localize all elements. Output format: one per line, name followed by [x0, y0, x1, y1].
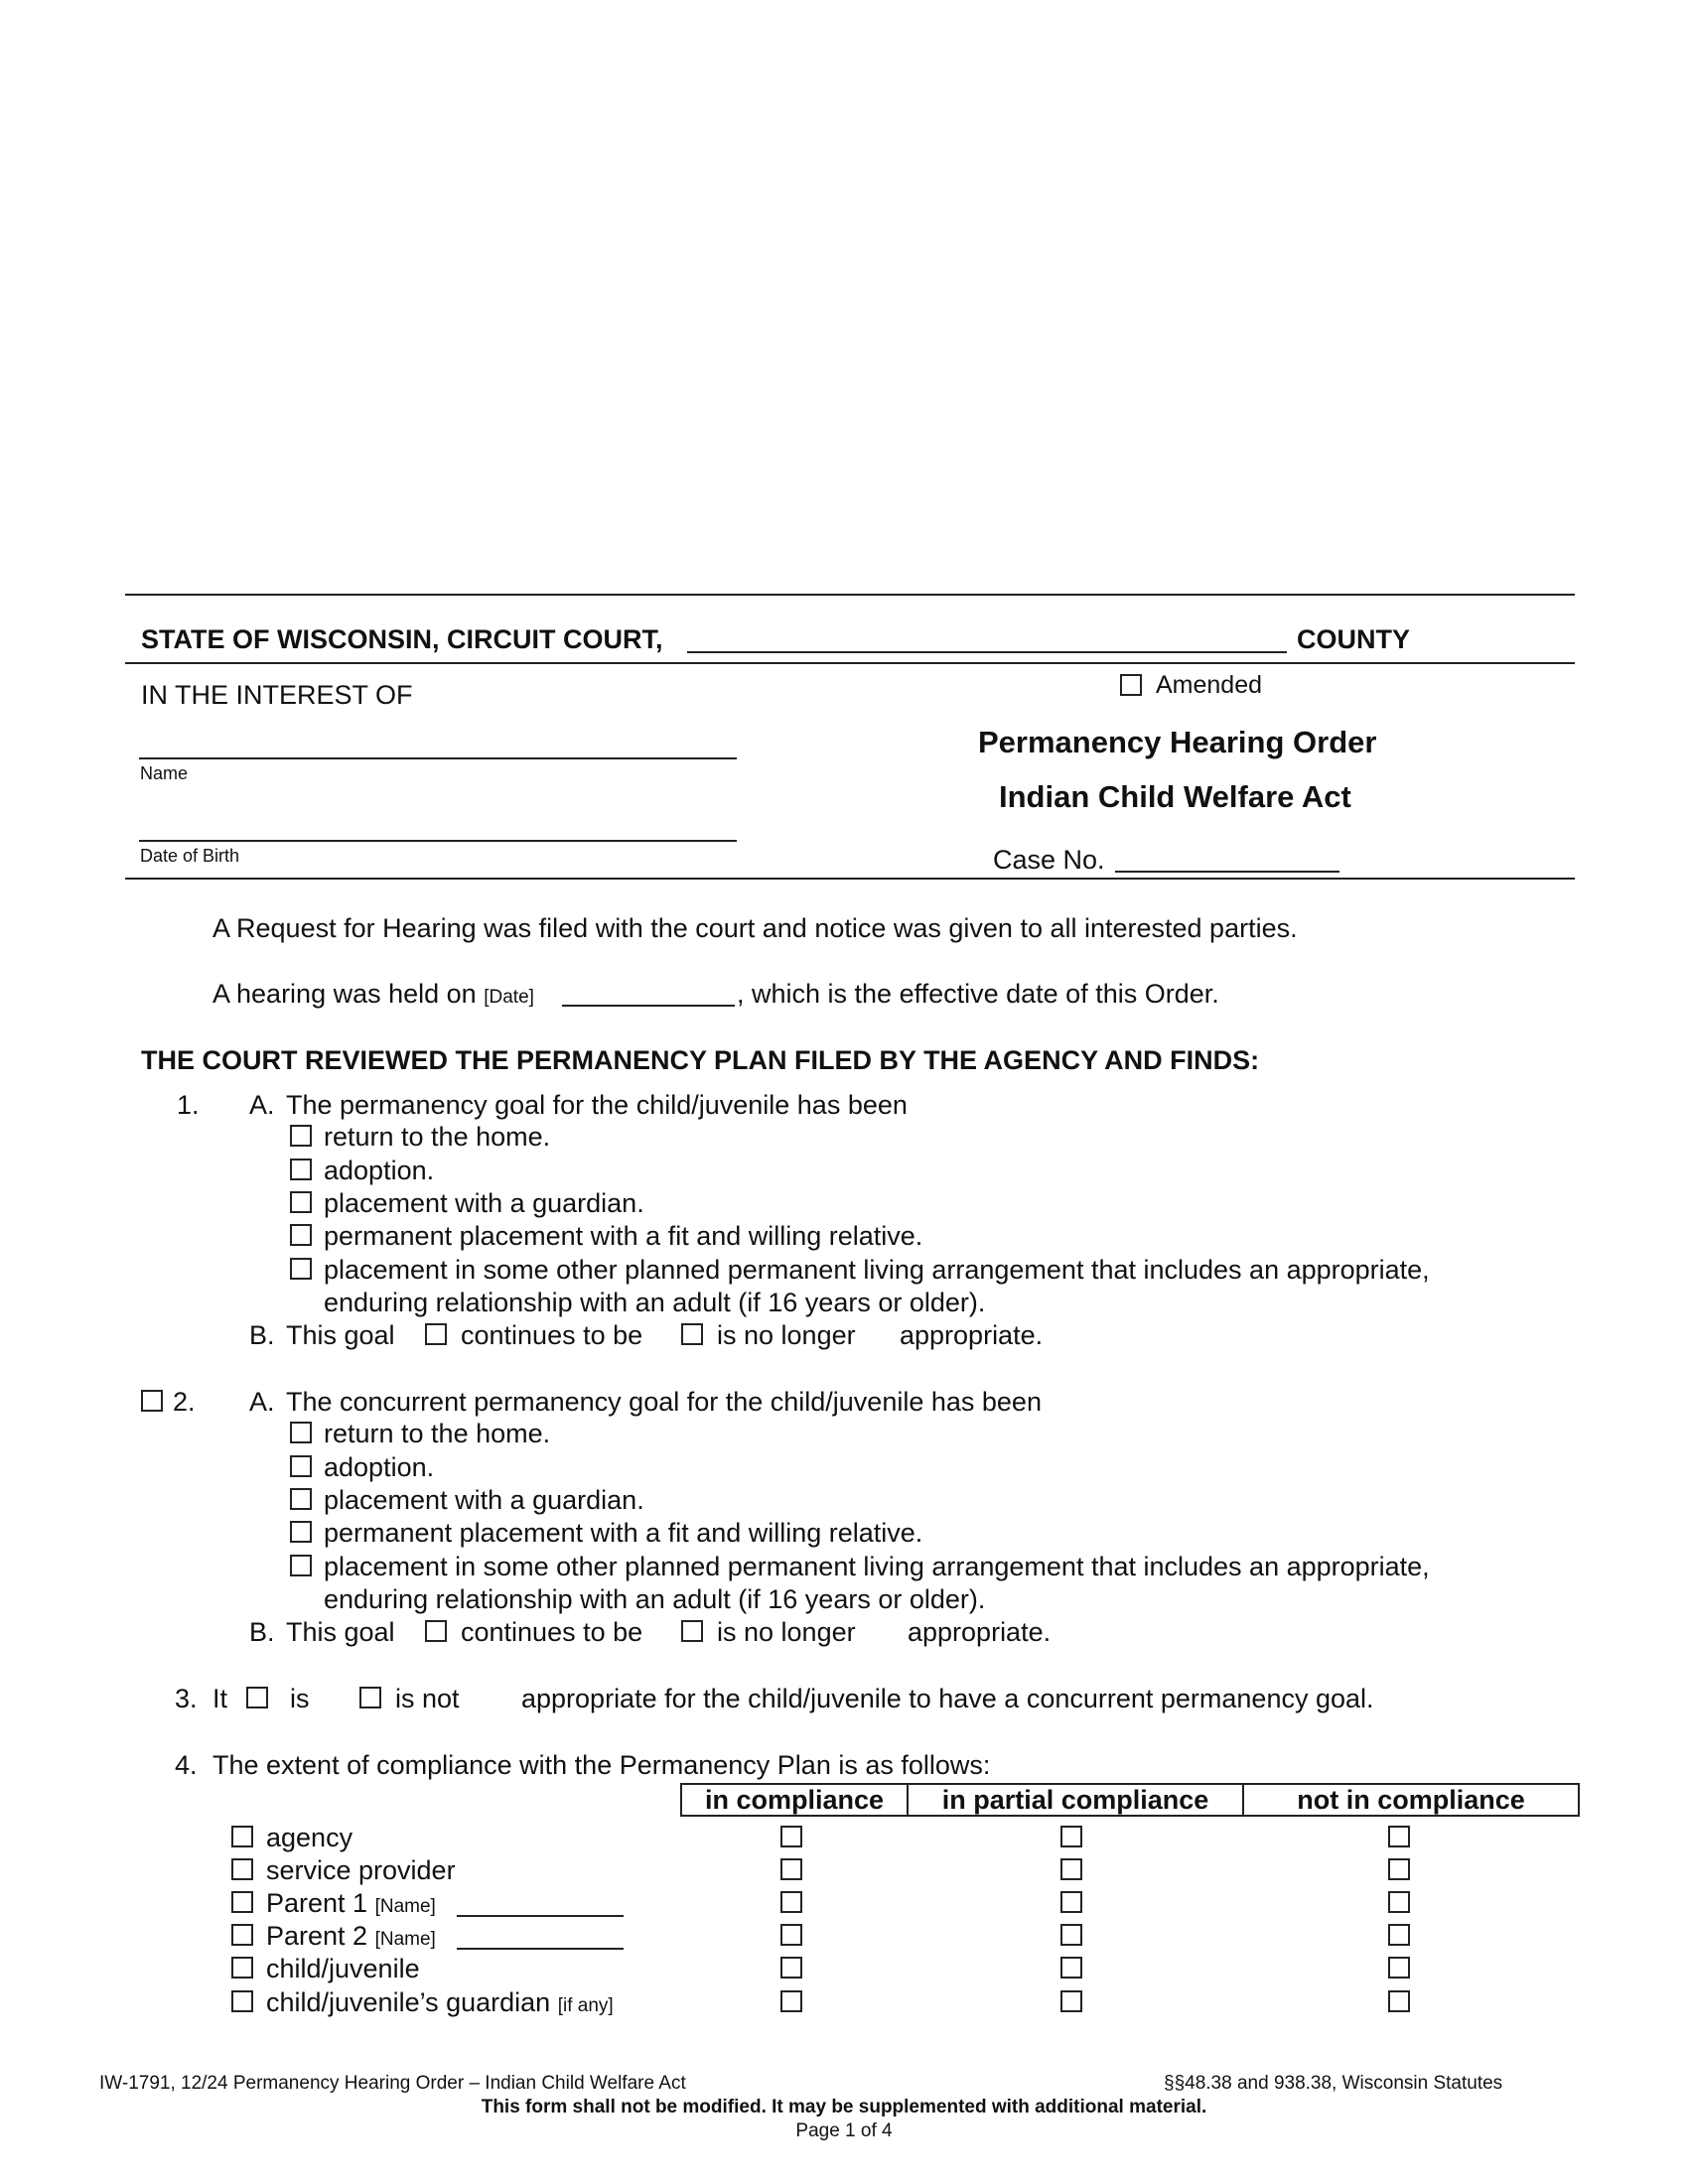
row-guardian-in-compliance[interactable] — [780, 1990, 802, 2012]
item1-b-label: B. — [249, 1320, 275, 1350]
row-guardian-checkbox[interactable] — [231, 1990, 253, 2012]
item3-is-not-label: is not — [395, 1684, 460, 1713]
item2-appropriate-label: appropriate. — [908, 1617, 1052, 1647]
item2-option-adoption-label: adoption. — [324, 1452, 435, 1482]
row-parent1-partial[interactable] — [1060, 1891, 1082, 1913]
row-parent1-name-field[interactable] — [457, 1915, 624, 1917]
county-label: COUNTY — [1297, 624, 1410, 654]
item2-option-other-cont: enduring relationship with an adult (if 16 years or older). — [324, 1584, 986, 1614]
top-rule — [125, 594, 1575, 596]
amended-checkbox[interactable] — [1120, 674, 1142, 696]
item1-option-other-cont: enduring relationship with an adult (if 16 years or older). — [324, 1288, 986, 1317]
item1-option-return-checkbox[interactable] — [290, 1125, 312, 1147]
item1-number: 1. — [177, 1090, 200, 1120]
item2-option-other-label: placement in some other planned permanent living arrangement that includes an appropriate, — [324, 1552, 1430, 1581]
row-guardian-text: child/juvenile’s guardian — [266, 1987, 551, 2017]
header-bottom-rule — [125, 878, 1575, 880]
item1-no-longer-label: is no longer — [717, 1320, 856, 1350]
item3-is-label: is — [290, 1684, 310, 1713]
hearing-prefix: A hearing was held on — [212, 979, 477, 1009]
row-parent2-in-compliance[interactable] — [780, 1924, 802, 1946]
item3-it: It — [212, 1684, 228, 1713]
county-field[interactable] — [687, 651, 1287, 653]
hearing-date-hint: [Date] — [484, 987, 534, 1008]
row-service-provider-label: service provider — [266, 1855, 456, 1885]
item1-no-longer-checkbox[interactable] — [681, 1323, 703, 1345]
item1-option-relative-checkbox[interactable] — [290, 1224, 312, 1246]
row-parent2-label — [266, 1920, 436, 1956]
compliance-table-header — [680, 1783, 1580, 1817]
item2-no-longer-label: is no longer — [717, 1617, 856, 1647]
row-parent2-text: Parent 2 — [266, 1921, 368, 1951]
item2-no-longer-checkbox[interactable] — [681, 1620, 703, 1642]
row-parent1-text: Parent 1 — [266, 1888, 368, 1918]
item1-option-adoption-label: adoption. — [324, 1156, 435, 1185]
row-child-label: child/juvenile — [266, 1954, 420, 1983]
item2-option-adoption-checkbox[interactable] — [290, 1455, 312, 1477]
item2-option-return-checkbox[interactable] — [290, 1422, 312, 1443]
row-agency-label: agency — [266, 1823, 353, 1852]
row-child-checkbox[interactable] — [231, 1957, 253, 1979]
row-service-provider-partial[interactable] — [1060, 1858, 1082, 1880]
item1-option-guardian-checkbox[interactable] — [290, 1191, 312, 1213]
row-service-provider-not[interactable] — [1388, 1858, 1410, 1880]
item1-option-adoption-checkbox[interactable] — [290, 1159, 312, 1180]
col-in-compliance: in compliance — [681, 1784, 908, 1816]
form-subtitle: Indian Child Welfare Act — [999, 779, 1351, 814]
item1-option-relative-label: permanent placement with a fit and willing relative. — [324, 1221, 923, 1251]
row-parent1-label — [266, 1887, 436, 1923]
col-partial-compliance: in partial compliance — [908, 1784, 1243, 1816]
item2-number: 2. — [173, 1387, 196, 1417]
row-parent2-partial[interactable] — [1060, 1924, 1082, 1946]
item1-option-other-label: placement in some other planned permanent living arrangement that includes an appropriate, — [324, 1255, 1430, 1285]
row-agency-not[interactable] — [1388, 1826, 1410, 1847]
name-label: Name — [140, 763, 189, 783]
item2-option-other-checkbox[interactable] — [290, 1555, 312, 1576]
item2-continues-label: continues to be — [461, 1617, 643, 1647]
header-rule — [125, 662, 1575, 664]
footer-statutes: §§48.38 and 938.38, Wisconsin Statutes — [1164, 2073, 1503, 2094]
item3-is-checkbox[interactable] — [246, 1687, 268, 1708]
item1-a-label: A. — [249, 1090, 275, 1120]
hearing-date-field[interactable] — [562, 1005, 735, 1007]
court-label: STATE OF WISCONSIN, CIRCUIT COURT, — [141, 624, 663, 654]
row-guardian-not[interactable] — [1388, 1990, 1410, 2012]
row-parent1-hint: [Name] — [374, 1896, 436, 1917]
row-agency-partial[interactable] — [1060, 1826, 1082, 1847]
row-child-partial[interactable] — [1060, 1957, 1082, 1979]
item2-option-guardian-label: placement with a guardian. — [324, 1485, 644, 1515]
row-agency-in-compliance[interactable] — [780, 1826, 802, 1847]
dob-field[interactable] — [139, 840, 737, 842]
row-service-provider-in-compliance[interactable] — [780, 1858, 802, 1880]
item1-option-other-checkbox[interactable] — [290, 1258, 312, 1280]
hearing-suffix: , which is the effective date of this Order. — [737, 979, 1219, 1009]
item1-option-guardian-label: placement with a guardian. — [324, 1188, 644, 1218]
footer-notice: This form shall not be modified. It may be supplemented with additional material. — [481, 2097, 1207, 2117]
item1-b-text: This goal — [286, 1320, 395, 1350]
request-text: A Request for Hearing was filed with the court and notice was given to all interested parties. — [212, 913, 1298, 943]
interest-of-label: IN THE INTEREST OF — [141, 680, 413, 710]
footer-form-id: IW-1791, 12/24 Permanency Hearing Order – Indian Child Welfare Act — [99, 2073, 686, 2094]
item2-checkbox[interactable] — [141, 1390, 163, 1412]
row-child-not[interactable] — [1388, 1957, 1410, 1979]
item3-number: 3. — [175, 1684, 198, 1713]
col-not-in-compliance: not in compliance — [1243, 1784, 1579, 1816]
item1-appropriate-label: appropriate. — [900, 1320, 1044, 1350]
findings-heading: THE COURT REVIEWED THE PERMANENCY PLAN FILED BY THE AGENCY AND FINDS: — [141, 1045, 1260, 1075]
row-parent2-not[interactable] — [1388, 1924, 1410, 1946]
item1-option-return-label: return to the home. — [324, 1122, 551, 1152]
item3-is-not-checkbox[interactable] — [359, 1687, 381, 1708]
row-guardian-label — [266, 1986, 614, 2022]
row-parent2-name-field[interactable] — [457, 1948, 624, 1950]
item3-text: appropriate for the child/juvenile to have a concurrent permanency goal. — [521, 1684, 1374, 1713]
row-parent1-not[interactable] — [1388, 1891, 1410, 1913]
item1-a-text: The permanency goal for the child/juvenile has been — [286, 1090, 908, 1120]
amended-label: Amended — [1156, 671, 1263, 699]
row-parent1-in-compliance[interactable] — [780, 1891, 802, 1913]
item2-option-relative-checkbox[interactable] — [290, 1521, 312, 1543]
row-child-in-compliance[interactable] — [780, 1957, 802, 1979]
item2-a-text: The concurrent permanency goal for the child/juvenile has been — [286, 1387, 1042, 1417]
hearing-text — [212, 978, 534, 1014]
item1-continues-label: continues to be — [461, 1320, 643, 1350]
item2-option-return-label: return to the home. — [324, 1419, 551, 1448]
row-guardian-hint: [if any] — [557, 1995, 614, 2016]
form-title: Permanency Hearing Order — [978, 725, 1377, 759]
name-field[interactable] — [139, 757, 737, 759]
dob-label: Date of Birth — [140, 846, 240, 866]
item2-option-relative-label: permanent placement with a fit and willing relative. — [324, 1518, 923, 1548]
row-parent2-checkbox[interactable] — [231, 1924, 253, 1946]
row-agency-checkbox[interactable] — [231, 1826, 253, 1847]
row-guardian-partial[interactable] — [1060, 1990, 1082, 2012]
item4-number: 4. — [175, 1750, 198, 1780]
item2-option-guardian-checkbox[interactable] — [290, 1488, 312, 1510]
item2-continues-checkbox[interactable] — [425, 1620, 447, 1642]
footer-page: Page 1 of 4 — [795, 2120, 893, 2141]
item2-a-label: A. — [249, 1387, 275, 1417]
item1-continues-checkbox[interactable] — [425, 1323, 447, 1345]
item2-b-text: This goal — [286, 1617, 395, 1647]
item4-text: The extent of compliance with the Permanency Plan is as follows: — [212, 1750, 991, 1780]
row-service-provider-checkbox[interactable] — [231, 1858, 253, 1880]
row-parent1-checkbox[interactable] — [231, 1891, 253, 1913]
item2-b-label: B. — [249, 1617, 275, 1647]
case-no-field[interactable] — [1115, 871, 1339, 873]
row-parent2-hint: [Name] — [374, 1929, 436, 1950]
case-no-label: Case No. — [993, 845, 1105, 875]
